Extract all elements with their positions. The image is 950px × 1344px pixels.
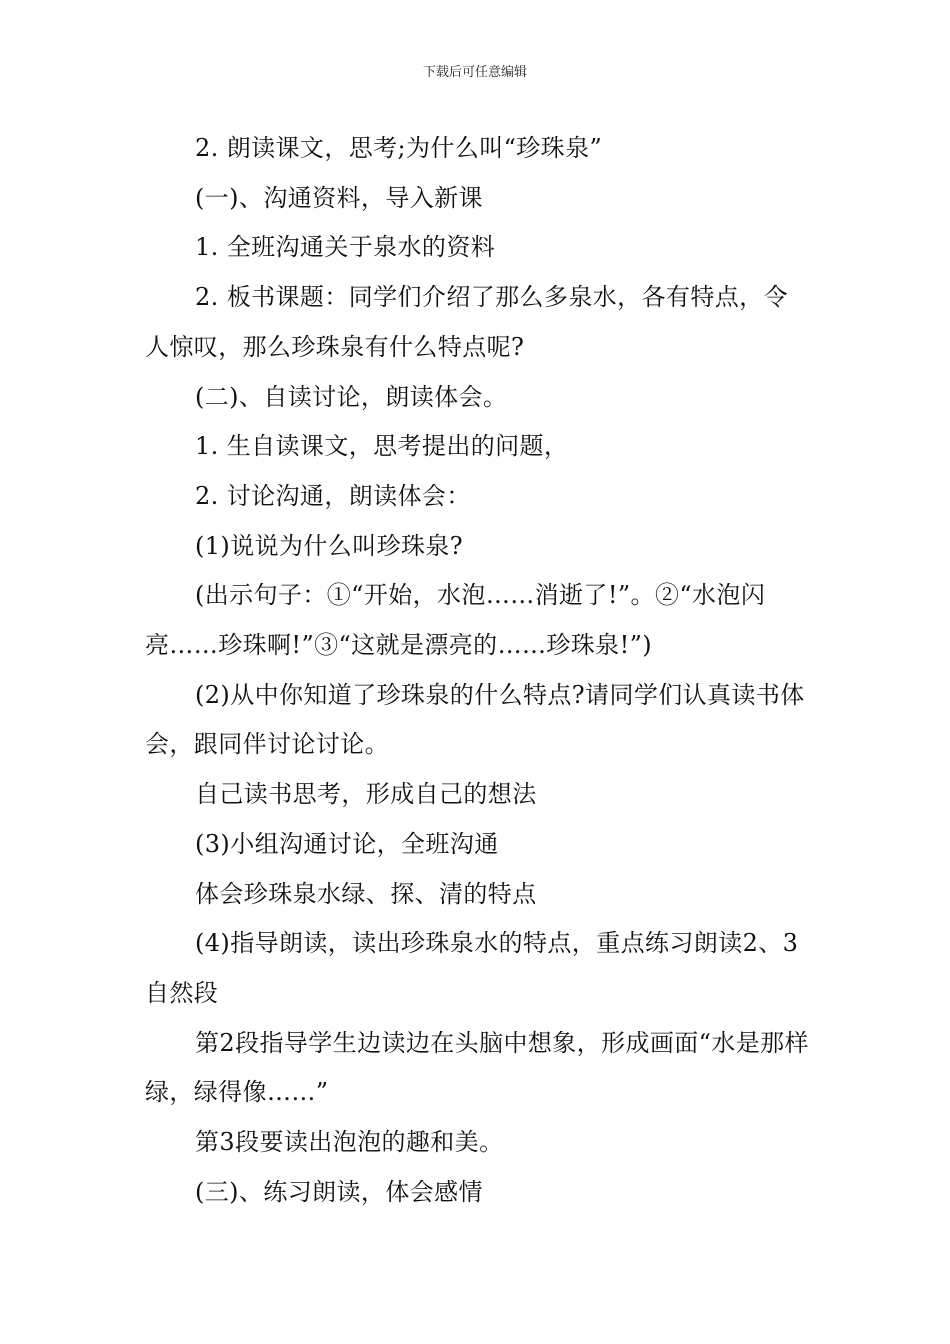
paragraph: (二)、自读讨论，朗读体会。 — [195, 382, 508, 411]
paragraph: 1. 生自读课文，思考提出的问题， — [195, 432, 569, 461]
paragraph: 第2段指导学生边读边在头脑中想象，形成画面“水是那样绿，绿得像……” — [145, 1028, 809, 1107]
paragraph: (3)小组沟通讨论，全班沟通 — [195, 829, 499, 858]
paragraph: 2. 板书课题：同学们介绍了那么多泉水，各有特点，令人惊叹，那么珍珠泉有什么特点呢? — [145, 283, 788, 361]
paragraph: 2. 讨论沟通，朗读体会： — [195, 481, 471, 510]
paragraph: (一)、沟通资料，导入新课 — [195, 183, 483, 212]
paragraph: 1. 全班沟通关于泉水的资料 — [195, 233, 496, 262]
paragraph: 2. 朗读课文，思考;为什么叫“珍珠泉” — [195, 134, 603, 162]
paragraph: (2)从中你知道了珍珠泉的什么特点?请同学们认真读书体会，跟同伴讨论讨论。 — [145, 680, 805, 759]
page-header: 下载后可任意编辑 — [422, 65, 527, 80]
paragraph: (1)说说为什么叫珍珠泉? — [195, 531, 464, 560]
paragraph: 体会珍珠泉水绿、探、清的特点 — [195, 879, 537, 908]
paragraph: (出示句子：①“开始，水泡……消逝了!”。②“水泡闪亮……珍珠啊!”③“这就是漂亮的……珍珠泉!”) — [145, 581, 766, 660]
document-body — [145, 124, 810, 1217]
paragraph: (4)指导朗读，读出珍珠泉水的特点，重点练习朗读2、3自然段 — [145, 929, 799, 1007]
paragraph: 自己读书思考，形成自己的想法 — [195, 780, 537, 809]
paragraph: (三)、练习朗读，体会感情 — [195, 1177, 483, 1206]
paragraph: 第3段要读出泡泡的趣和美。 — [195, 1128, 504, 1157]
